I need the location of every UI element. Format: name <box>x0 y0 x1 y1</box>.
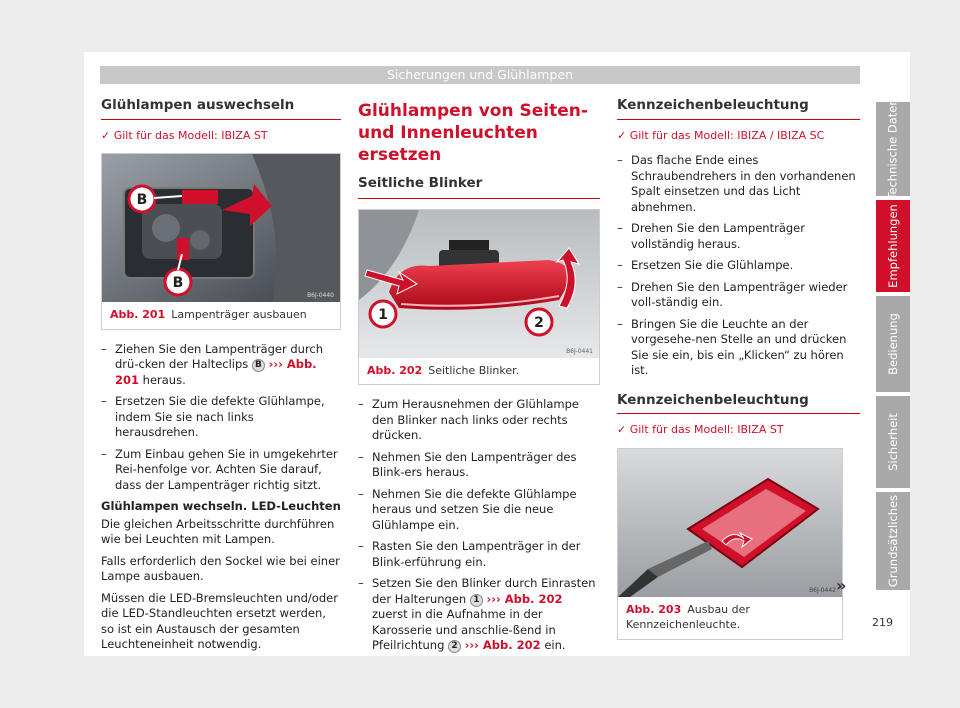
steps-list <box>617 153 860 379</box>
paragraph: Die gleichen Arbeitsschritte durchführen wie bei Leuchten mit Lampen. <box>101 516 335 546</box>
check-icon: ✓ <box>617 423 627 436</box>
label-b-bottom: B <box>172 275 184 291</box>
page-header: Sicherungen und Glühlampen <box>100 66 860 84</box>
subsection-title: Seitliche Blinker <box>358 176 600 199</box>
led-heading: Glühlampen wechseln. LED-Leuchten <box>101 499 341 513</box>
column-lamp-replacement <box>101 98 341 659</box>
section-title: Glühlampen auswechseln <box>101 98 341 120</box>
column-side-lights <box>358 98 600 660</box>
figure-201 <box>101 153 341 330</box>
callout-badge: 1 <box>470 594 483 607</box>
figure-202 <box>358 209 600 386</box>
label-2: 2 <box>534 314 544 331</box>
tab-technische-daten[interactable]: Technische Daten <box>876 102 910 196</box>
page-number: 219 <box>872 616 893 629</box>
tab-bedienung[interactable]: Bedienung <box>876 296 910 392</box>
figure-link[interactable]: ››› Abb. 202 <box>464 638 541 652</box>
list-item: – Ziehen Sie den Lampenträger durch drü-cken der Halteclips B ››› Abb. 201 heraus. <box>101 342 341 389</box>
list-item: – Ersetzen Sie die defekte Glühlampe, indem Sie sie nach links herausdrehen. <box>101 394 341 441</box>
list-item: – Zum Einbau gehen Sie in umgekehrter Rei-henfolge vor. Achten Sie darauf, dass der Lampenträger richtig sitzt. <box>101 447 341 494</box>
validity-note: ✓ Gilt für das Modell: IBIZA / IBIZA SC <box>617 128 825 142</box>
list-item: – Nehmen Sie die defekte Glühlampe heraus und setzen Sie die neue Glühlampe ein. <box>358 487 600 534</box>
section-title: Kennzeichenbeleuchtung <box>617 393 860 415</box>
image-code: B6J-0441 <box>566 347 593 355</box>
figure-caption: Abb. 203 Ausbau der Kennzeichenleuchte. <box>626 602 750 631</box>
continue-icon: » <box>836 576 847 595</box>
tab-grundsaetzliches[interactable]: Grundsätzliches <box>876 492 910 590</box>
lamp-carrier-image <box>102 154 340 302</box>
list-item: – Zum Herausnehmen der Glühlampe den Blinker nach links oder rechts drücken. <box>358 397 600 444</box>
list-item: – Bringen Sie die Leuchte an der vorgesehe-nen Stelle an und drücken Sie sie ein, bis ein „Klicken“ zu hören ist. <box>617 317 860 379</box>
figure-link[interactable]: ››› Abb. 202 <box>486 591 563 606</box>
list-item: – Das flache Ende eines Schraubendrehers in den vorhandenen Spalt einsetzen und das Licht abnehmen. <box>617 153 860 215</box>
check-icon: ✓ <box>617 128 627 142</box>
validity-note: ✓ Gilt für das Modell: IBIZA ST <box>101 128 268 142</box>
steps-list <box>101 342 341 494</box>
figure-link[interactable]: ››› Abb. 201 <box>115 357 317 387</box>
tab-empfehlungen[interactable]: Empfehlungen <box>876 200 910 292</box>
chapter-tabs <box>876 98 910 594</box>
license-light-image <box>618 449 842 597</box>
list-item: – Nehmen Sie den Lampenträger des Blink-ers heraus. <box>358 450 600 481</box>
label-1: 1 <box>378 306 388 323</box>
validity-note: ✓ Gilt für das Modell: IBIZA ST <box>617 423 784 436</box>
figure-caption: Abb. 202 Seitliche Blinker. <box>367 363 520 377</box>
section-title: Glühlampen von Seiten- und Innenleuchten ersetzen <box>358 101 588 165</box>
tab-sicherheit[interactable]: Sicherheit <box>876 396 910 488</box>
check-icon: ✓ <box>101 128 111 142</box>
list-item: – Setzen Sie den Blinker durch Einrasten der Halterungen 1 ››› Abb. 202 zuerst in die Aufnahme in der Karosserie und anschlie-ßend in Pfeilrichtung 2 ››› Abb. 202 ein. <box>358 576 600 654</box>
column-license-plate-light <box>617 98 860 652</box>
image-code: B6J-0440 <box>307 292 334 299</box>
callout-badge: 2 <box>448 640 461 653</box>
list-item: – Drehen Sie den Lampenträger wieder voll-ständig ein. <box>617 280 860 311</box>
image-code: B6J-0442 <box>809 586 836 594</box>
figure-203 <box>617 448 843 640</box>
list-item: – Ersetzen Sie die Glühlampe. <box>617 258 860 274</box>
list-item: – Drehen Sie den Lampenträger vollständig heraus. <box>617 221 860 252</box>
steps-list <box>358 397 600 654</box>
paragraph: Falls erforderlich den Sockel wie bei einer Lampe ausbauen. <box>101 553 340 583</box>
section-title: Kennzeichenbeleuchtung <box>617 98 860 120</box>
paragraph: Müssen die LED-Bremsleuchten und/oder die LED-Standleuchten ersetzt werden, so ist ein Austausch der gesamten Leuchteneinheit notwendig. <box>101 590 338 651</box>
callout-badge: B <box>252 359 265 372</box>
figure-caption: Abb. 201 Lampenträger ausbauen <box>110 308 307 321</box>
label-b-top: B <box>136 192 148 208</box>
list-item: – Rasten Sie den Lampenträger in der Blink-erführung ein. <box>358 539 600 570</box>
side-blinker-image <box>359 210 599 358</box>
